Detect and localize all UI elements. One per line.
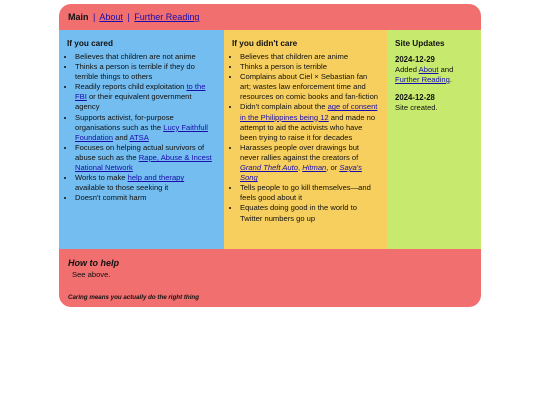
how-to-help-body: See above. [72,270,111,279]
list-item: • Tells people to go kill themselves—and feels good about it [240,183,379,203]
update-text: Site created. [395,103,438,112]
nav-separator: | [127,12,130,22]
top-nav [59,4,481,30]
list-item: • Didn't complain about the age of consent in the Philippines being 12 and made no attempt to aid the activists who have been trying to raise it for decades [240,102,379,142]
list-item: • Complains about Ciel × Sebastian fan art; wastes law enforcement time and resources on comic books and fan-fiction [240,72,379,102]
hitman-link[interactable]: Hitman [302,163,327,173]
rainn-link[interactable]: Rape, Abuse & Incest National Network [75,152,212,173]
didnt-care-heading: If you didn't care [232,39,298,48]
list-item: • Thinks a person is terrible if they do terrible things to others [75,62,216,82]
fbi-link[interactable]: to the FBI [75,82,206,102]
update-date: 2024-12-28 [395,93,435,102]
list-item: • Works to make help and therapy available to those seeking it [75,173,216,193]
list-item: • Equates doing good in the world to Twitter numbers go up [240,203,379,223]
list-item: • Readily reports child exploitation to the FBI or their equivalent government agency [75,82,216,112]
gta-link[interactable]: Grand Theft Auto [240,163,298,173]
sayas-song-link[interactable]: Saya's Song [240,163,362,183]
help-therapy-link[interactable]: help and therapy [127,173,185,183]
age-of-consent-link[interactable]: age of consent in the Philippines being 12 [240,102,378,122]
update-further-reading-link[interactable]: Further Reading [395,75,450,84]
nav-main: Main [68,12,89,22]
list-item: • Doesn't commit harm [75,193,216,203]
nav-about-link[interactable]: About [99,12,123,22]
didnt-care-column [224,30,387,249]
how-to-help-section [59,249,481,307]
nav-further-reading-link[interactable]: Further Reading [134,12,200,22]
didnt-care-list [232,52,379,224]
list-item: • Focuses on helping actual survivors of abuse such as the Rape, Abuse & Incest National Network [75,143,216,173]
cared-column [59,30,224,249]
how-to-help-heading: How to help [68,258,119,268]
lucy-faithfull-link[interactable]: Lucy Faithfull Foundation [75,122,208,142]
list-item: • Thinks a person is terrible [240,62,379,72]
site-updates-heading: Site Updates [395,39,445,48]
update-date: 2024-12-29 [395,55,435,64]
nav-separator: | [93,12,96,22]
atsa-link[interactable]: ATSA [129,132,149,142]
tagline: Caring means you actually do the right thing [68,294,199,301]
list-item: • Harasses people over drawings but never rallies against the creators of Grand Theft Auto, Hitman, or Saya's Song [240,143,379,183]
columns [59,30,481,249]
list-item: • Believes that children are anime [240,52,379,62]
update-text: Added About and Further Reading. [395,65,454,84]
cared-heading: If you cared [67,39,113,48]
cared-list [67,52,216,203]
list-item: • Believes that children are not anime [75,52,216,62]
page-container [59,4,481,307]
update-about-link[interactable]: About [418,65,439,74]
site-updates-column [387,30,481,249]
list-item: • Supports activist, for-purpose organisations such as the Lucy Faithfull Foundation and ATSA [75,113,216,143]
